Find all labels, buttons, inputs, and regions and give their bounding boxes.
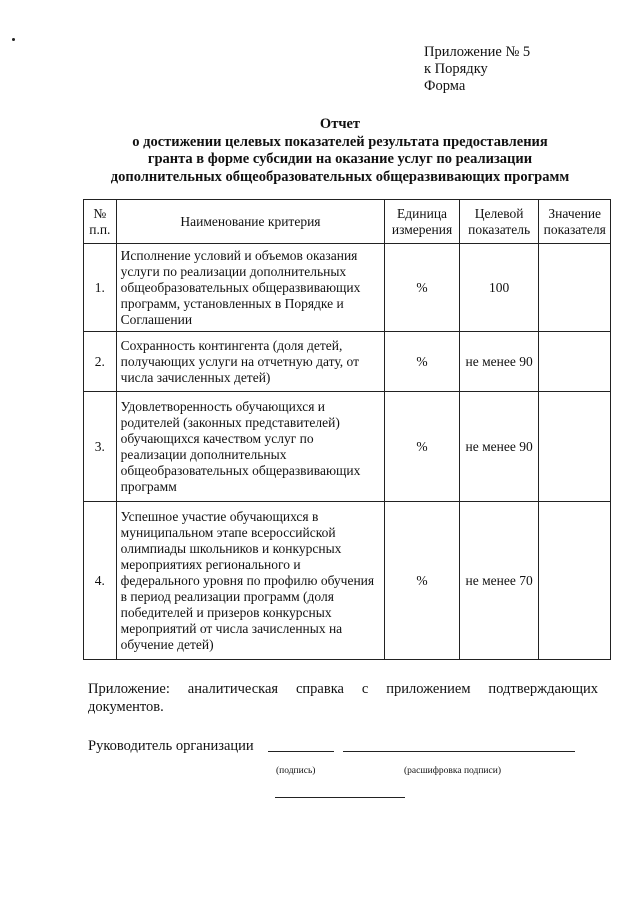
column-header-unit: Единица измерения (385, 200, 460, 244)
row-number: 3. (84, 392, 117, 502)
criteria-table (83, 199, 611, 660)
appendix-form-label: Форма (424, 78, 466, 94)
row-criterion: Сохранность контингента (доля детей, получающих услуги на отчетную дату, от числа зачисленных детей) (116, 332, 385, 392)
attachment-note: Приложение: аналитическая справка с приложением подтверждающих документов. (88, 681, 598, 715)
row-value (539, 392, 611, 502)
table-row (84, 244, 611, 332)
row-unit: % (385, 392, 460, 502)
row-value (539, 244, 611, 332)
row-criterion: Удовлетворенность обучающихся и родителей (законных представителей) обучающихся качеством услуг по реализации дополнительных общеобразовательных общеразвивающих программ (116, 392, 385, 502)
table-header-row (84, 200, 611, 244)
report-title (40, 116, 640, 186)
signature-label: Руководитель организации (88, 738, 254, 754)
signature-line (268, 751, 334, 752)
report-subtitle-line-2: гранта в форме субсидии на оказание услуг по реализации (147, 151, 533, 167)
row-value (539, 502, 611, 660)
column-header-number: № п.п. (84, 200, 117, 244)
appendix-number: Приложение № 5 (424, 44, 531, 60)
row-number: 2. (84, 332, 117, 392)
row-target: 100 (459, 244, 539, 332)
row-number: 4. (84, 502, 117, 660)
table-row (84, 392, 611, 502)
column-header-target: Целевой показатель (459, 200, 539, 244)
row-unit: % (385, 244, 460, 332)
report-subtitle-line-1: о достижении целевых показателей результата предоставления (132, 133, 548, 150)
row-unit: % (385, 502, 460, 660)
column-header-criterion: Наименование критерия (116, 200, 385, 244)
appendix-header (424, 44, 530, 95)
appendix-order-ref: к Порядку (424, 61, 488, 77)
signature-caption: (подпись) (276, 766, 316, 776)
report-subtitle-line-3: дополнительных общеобразовательных общеразвивающих программ (110, 168, 570, 185)
signature-decode-caption: (расшифровка подписи) (404, 766, 501, 776)
table-row (84, 502, 611, 660)
row-criterion: Успешное участие обучающихся в муниципальном этапе всероссийской олимпиады школьников и конкурсных мероприятиях регионального и федерального уровня по профилю обучения в период реализации программ (доля победителей и призеров конкурсных мероприятий от числа зачисленных на обучение детей) (116, 502, 385, 660)
row-number: 1. (84, 244, 117, 332)
row-value (539, 332, 611, 392)
table-row (84, 332, 611, 392)
row-target: не менее 90 (459, 332, 539, 392)
row-target: не менее 70 (459, 502, 539, 660)
column-header-value: Значение показателя (539, 200, 611, 244)
row-criterion: Исполнение условий и объемов оказания услуги по реализации дополнительных общеобразовательных общеразвивающих программ, установленных в Порядке и Соглашении (116, 244, 385, 332)
row-target: не менее 90 (459, 392, 539, 502)
row-unit: % (385, 332, 460, 392)
date-line (275, 797, 405, 798)
signature-decode-line (343, 751, 575, 752)
stray-dot (12, 38, 15, 41)
report-heading: Отчет (319, 116, 361, 132)
